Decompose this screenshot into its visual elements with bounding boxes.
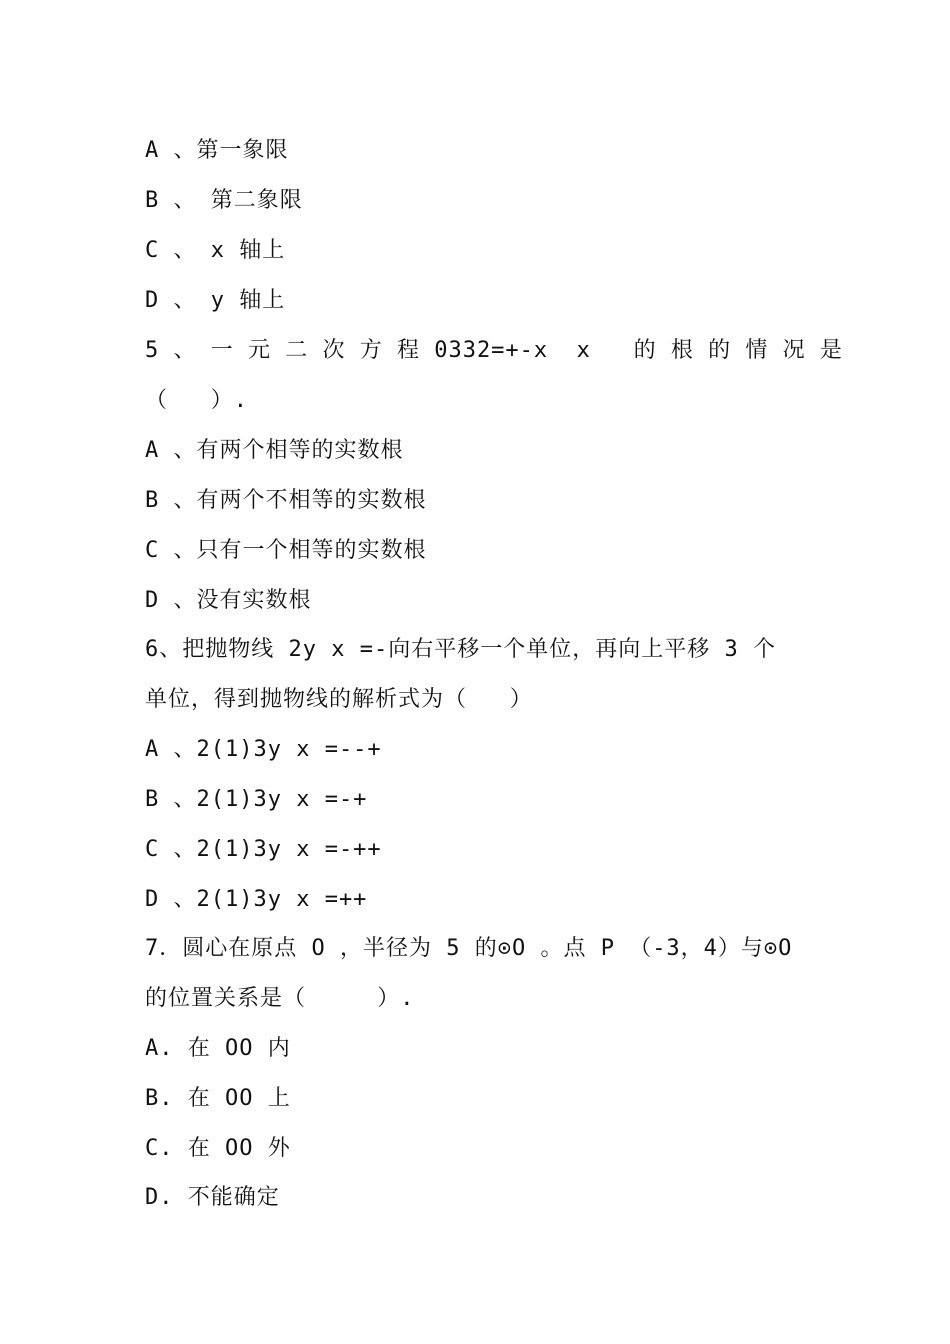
q6-option-b: B 、2(1)3y x =-+ — [145, 787, 368, 812]
q7-stem-line2: 的位置关系是（ ）. — [145, 986, 415, 1011]
q6-stem-line2: 单位，得到抛物线的解析式为（ ） — [145, 687, 533, 712]
q5-stem-line2: （ ）. — [145, 388, 248, 413]
q7-option-b: B. 在 OO 上 — [145, 1086, 291, 1111]
q6-option-a: A 、2(1)3y x =--+ — [145, 737, 382, 762]
q4-option-c: C 、 x 轴上 — [145, 238, 286, 263]
q4-option-d: D 、 y 轴上 — [145, 288, 286, 313]
q7-option-a: A. 在 OO 内 — [145, 1036, 291, 1061]
q4-option-b: B 、 第二象限 — [145, 188, 303, 213]
q5-option-a: A 、有两个相等的实数根 — [145, 438, 404, 463]
q6-option-d: D 、2(1)3y x =++ — [145, 887, 368, 912]
q6-stem-line1: 6、把抛物线 2y x =-向右平移一个单位，再向上平移 3 个 — [145, 637, 776, 662]
q7-option-c: C. 在 OO 外 — [145, 1136, 291, 1161]
q4-option-a: A 、第一象限 — [145, 138, 289, 163]
q5-option-c: C 、只有一个相等的实数根 — [145, 538, 427, 563]
q7-stem-line1: 7．圆心在原点 O ，半径为 5 的⊙O 。点 P （-3，4）与⊙O — [145, 936, 793, 961]
q7-option-d: D. 不能确定 — [145, 1185, 280, 1210]
q5-option-d: D 、没有实数根 — [145, 588, 312, 613]
q5-stem-line1: 5 、 一 元 二 次 方 程 0332=+-x x 的 根 的 情 况 是 — [145, 338, 843, 363]
q6-option-c: C 、2(1)3y x =-++ — [145, 837, 382, 862]
q5-option-b: B 、有两个不相等的实数根 — [145, 488, 427, 513]
